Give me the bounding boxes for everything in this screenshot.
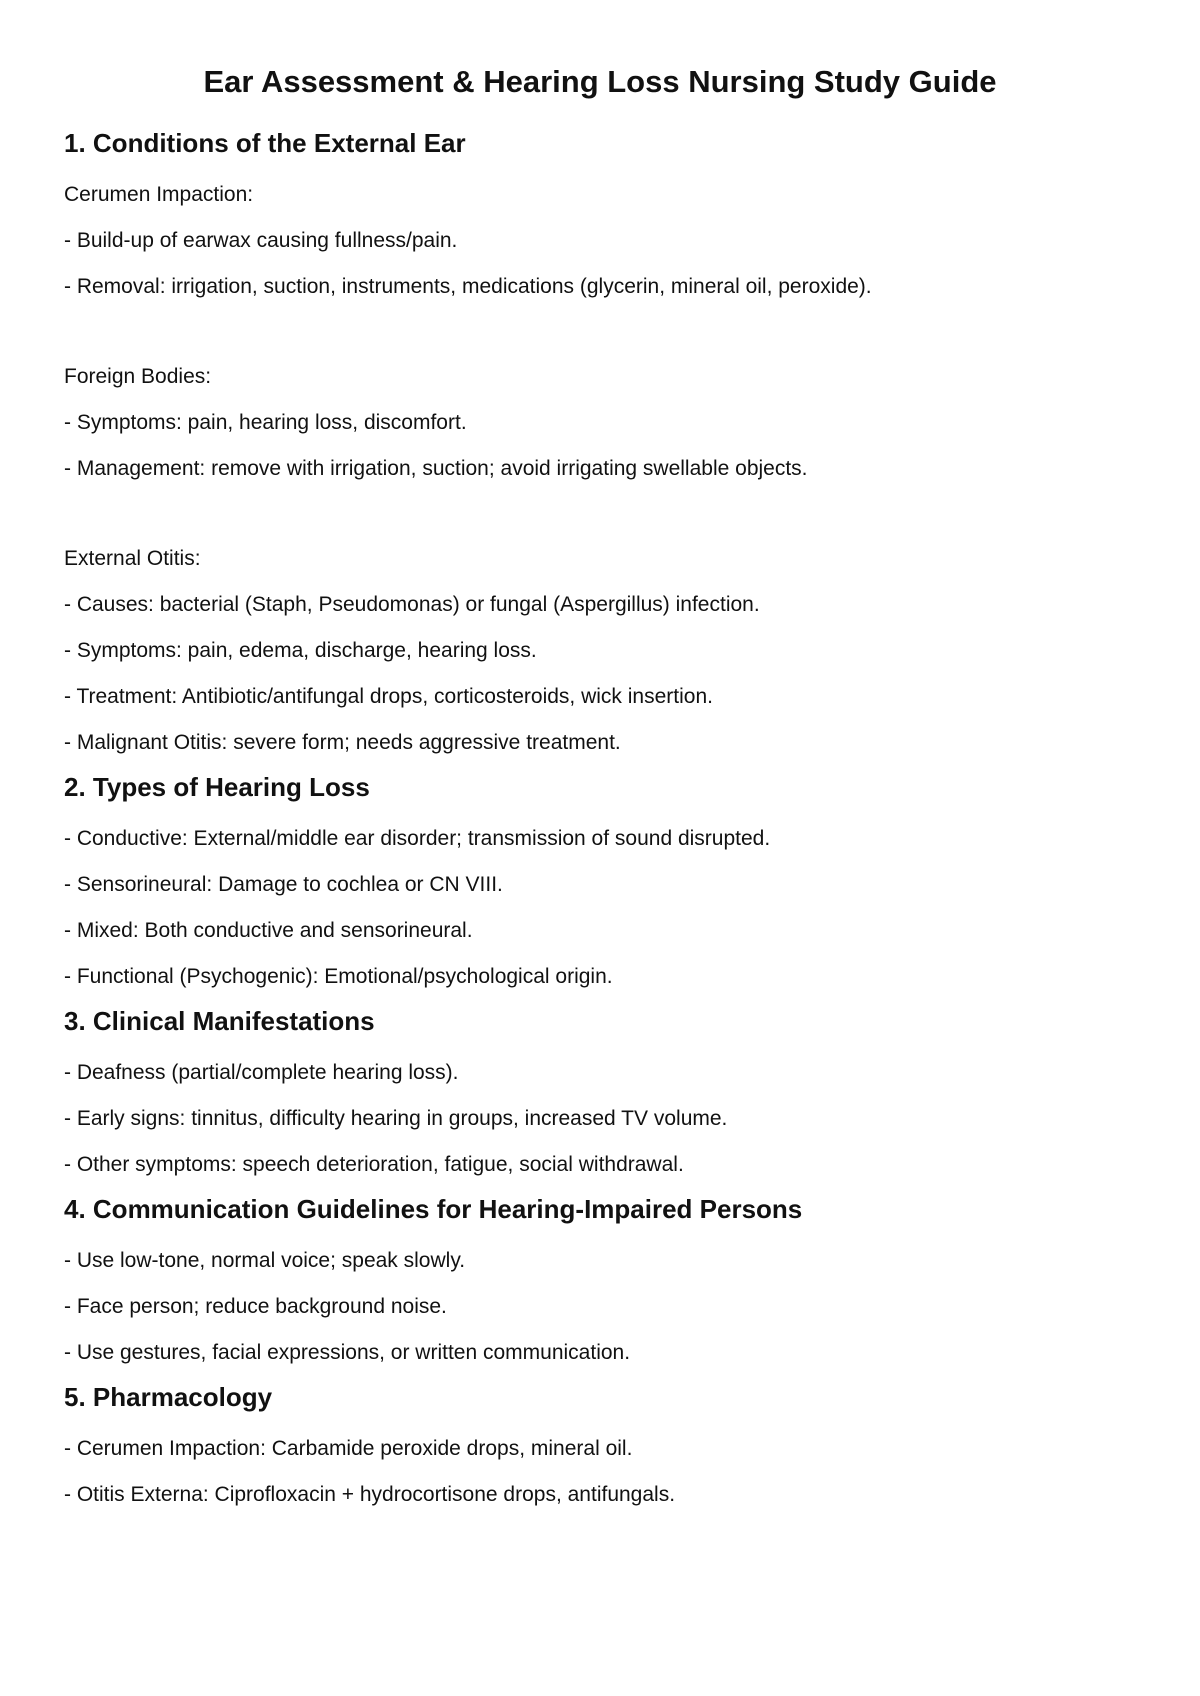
list-item: - Use low-tone, normal voice; speak slowly. xyxy=(64,1249,466,1272)
group-foreign-bodies xyxy=(64,354,1144,492)
list-item: - Removal: irrigation, suction, instruments, medications (glycerin, mineral oil, peroxide). xyxy=(64,275,872,298)
spacer xyxy=(64,310,1144,354)
list-item: - Otitis Externa: Ciprofloxacin + hydrocortisone drops, antifungals. xyxy=(64,1483,676,1506)
list-item: - Functional (Psychogenic): Emotional/psychological origin. xyxy=(64,965,613,988)
list-item: - Management: remove with irrigation, suction; avoid irrigating swellable objects. xyxy=(64,457,808,480)
list-item: - Use gestures, facial expressions, or written communication. xyxy=(64,1341,631,1364)
list-item: - Build-up of earwax causing fullness/pain. xyxy=(64,229,458,252)
list-item: - Symptoms: pain, edema, discharge, hearing loss. xyxy=(64,639,537,662)
page-title: Ear Assessment & Hearing Loss Nursing Study Guide xyxy=(203,64,997,99)
list-item: - Symptoms: pain, hearing loss, discomfort. xyxy=(64,411,467,434)
group-label: Foreign Bodies: xyxy=(64,365,212,388)
list-item: - Sensorineural: Damage to cochlea or CN VIII. xyxy=(64,873,503,896)
list-item: - Conductive: External/middle ear disorder; transmission of sound disrupted. xyxy=(64,827,771,850)
section-types-of-hearing-loss xyxy=(64,766,1144,1000)
section-heading: 3. Clinical Manifestations xyxy=(64,1006,375,1036)
group-label: Cerumen Impaction: xyxy=(64,183,254,206)
section-heading: 1. Conditions of the External Ear xyxy=(64,128,466,158)
group-external-otitis xyxy=(64,536,1144,766)
spacer xyxy=(64,492,1144,536)
section-heading: 2. Types of Hearing Loss xyxy=(64,772,370,802)
list-item: - Mixed: Both conductive and sensorineural. xyxy=(64,919,473,942)
list-item: - Face person; reduce background noise. xyxy=(64,1295,447,1318)
group-cerumen-impaction xyxy=(64,172,1144,310)
list-item: - Other symptoms: speech deterioration, fatigue, social withdrawal. xyxy=(64,1153,684,1176)
list-item: - Malignant Otitis: severe form; needs aggressive treatment. xyxy=(64,731,621,754)
section-heading: 4. Communication Guidelines for Hearing-Impaired Persons xyxy=(64,1194,803,1224)
section-clinical-manifestations xyxy=(64,1000,1144,1188)
list-item: - Causes: bacterial (Staph, Pseudomonas) or fungal (Aspergillus) infection. xyxy=(64,593,760,616)
section-heading: 5. Pharmacology xyxy=(64,1382,273,1412)
section-communication-guidelines xyxy=(64,1188,1144,1376)
list-item: - Early signs: tinnitus, difficulty hearing in groups, increased TV volume. xyxy=(64,1107,728,1130)
list-item: - Cerumen Impaction: Carbamide peroxide drops, mineral oil. xyxy=(64,1437,633,1460)
document-body xyxy=(64,122,1144,1518)
list-item: - Treatment: Antibiotic/antifungal drops, corticosteroids, wick insertion. xyxy=(64,685,713,708)
group-label: External Otitis: xyxy=(64,547,201,570)
section-external-ear xyxy=(64,122,1144,766)
section-pharmacology xyxy=(64,1376,1144,1518)
list-item: - Deafness (partial/complete hearing loss). xyxy=(64,1061,459,1084)
